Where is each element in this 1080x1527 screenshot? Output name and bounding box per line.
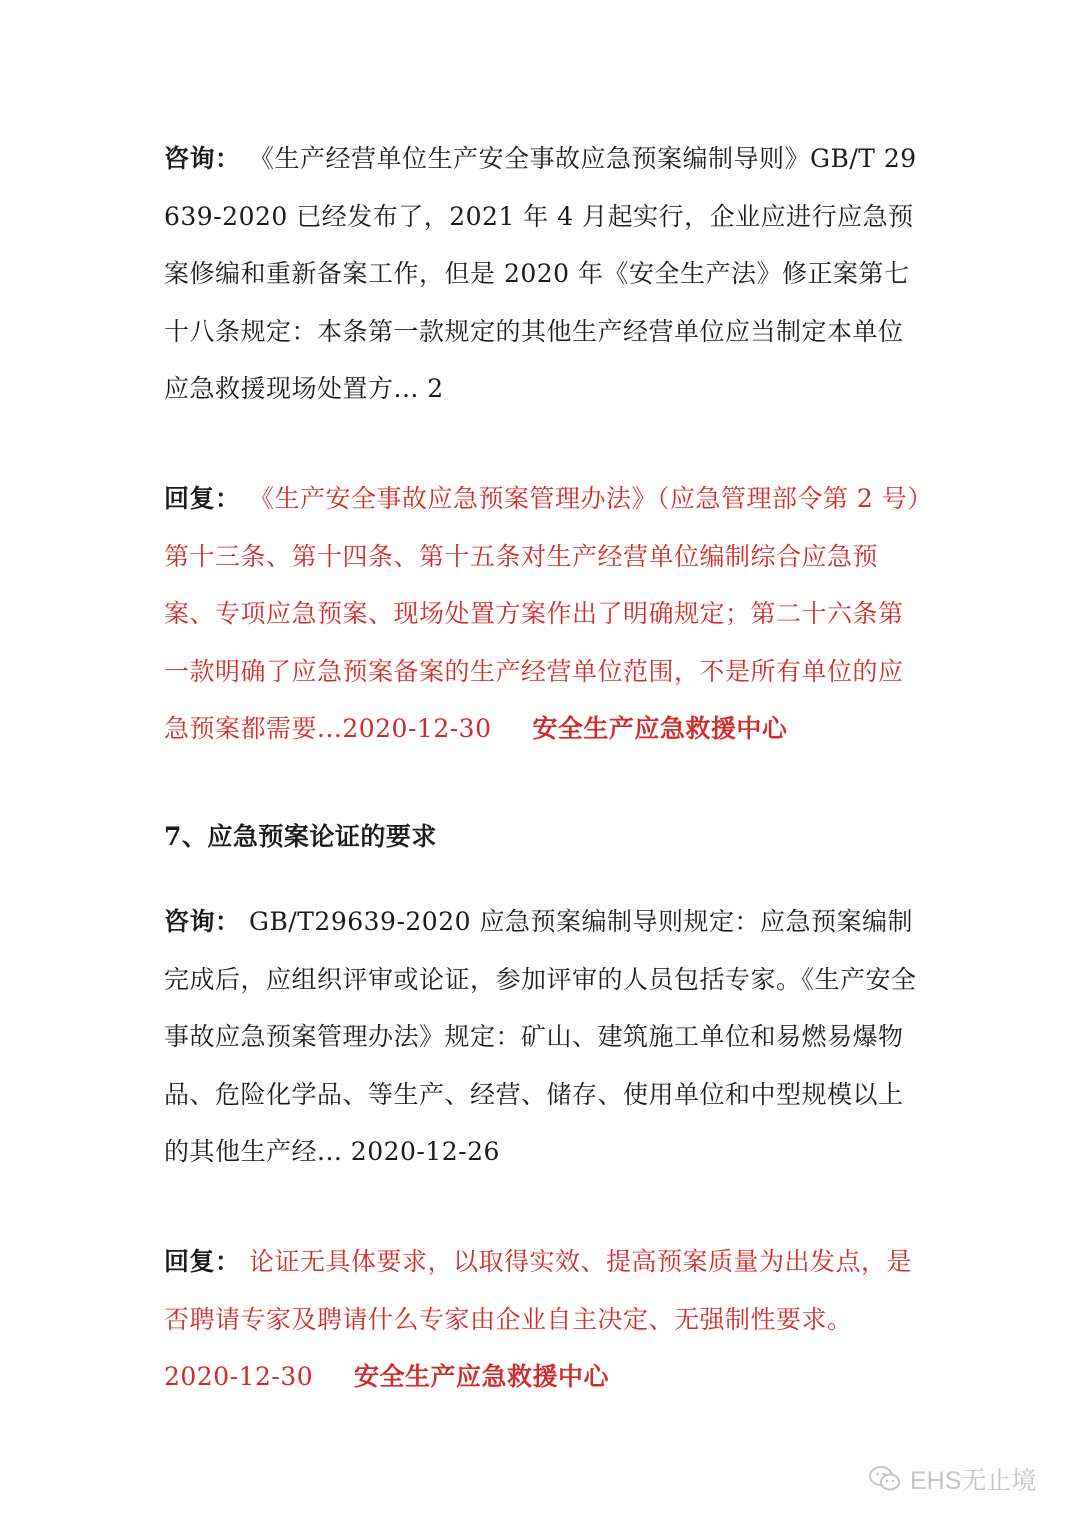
reply-source: 安全生产应急救援中心 <box>532 714 788 743</box>
reply-source: 安全生产应急救援中心 <box>354 1362 610 1391</box>
reply-label: 回复： <box>164 484 241 513</box>
watermark <box>868 1459 1036 1499</box>
watermark-text: EHS无止境 <box>910 1467 1037 1495</box>
reply-text: 论证无具体要求，以取得实效、提高预案质量为出发点，是否聘请专家及聘请什么专家由企业自主决定、无强制性要求。 <box>164 1247 912 1334</box>
reply-date: 2020-12-30 <box>164 1362 314 1391</box>
consult-text: 《生产经营单位生产安全事故应急预案编制导则》GB/T 29639-2020 已经发布了，2021 年 4 月起实行，企业应进行应急预案修编和重新备案工作，但是 2020 年《安全生产法》修正案第七十八条规定：本条第一款规定的其他生产经营单位应当制定本单位应急救援现场处置方... 2 <box>164 144 917 403</box>
consult-text: GB/T29639-2020 应急预案编制导则规定：应急预案编制完成后，应组织评审或论证，参加评审的人员包括专家。《生产安全事故应急预案管理办法》规定：矿山、建筑施工单位和易燃易爆物品、危险化学品、等生产、经营、储存、使用单位和中型规模以上的其他生产经... 2020-12-26 <box>164 907 917 1166</box>
reply-text: 《生产安全事故应急预案管理办法》（应急管理部令第 2 号）第十三条、第十四条、第十五条对生产经营单位编制综合应急预案、专项应急预案、现场处置方案作出了明确规定；第二十六条第一款明确了应急预案备案的生产经营单位范围，不是所有单位的应急预案都需要...2020-12-30 <box>164 484 921 743</box>
reply-label: 回复： <box>164 1247 241 1276</box>
consult-label: 咨询： <box>164 907 241 936</box>
consult-label: 咨询： <box>164 144 241 173</box>
reply-block-2 <box>164 1233 924 1406</box>
section-heading: 7、应急预案论证的要求 <box>164 822 437 851</box>
consult-block-2 <box>164 893 924 1181</box>
reply-block-1 <box>164 470 924 758</box>
consult-block-1 <box>164 130 924 418</box>
wechat-icon <box>868 1464 902 1494</box>
